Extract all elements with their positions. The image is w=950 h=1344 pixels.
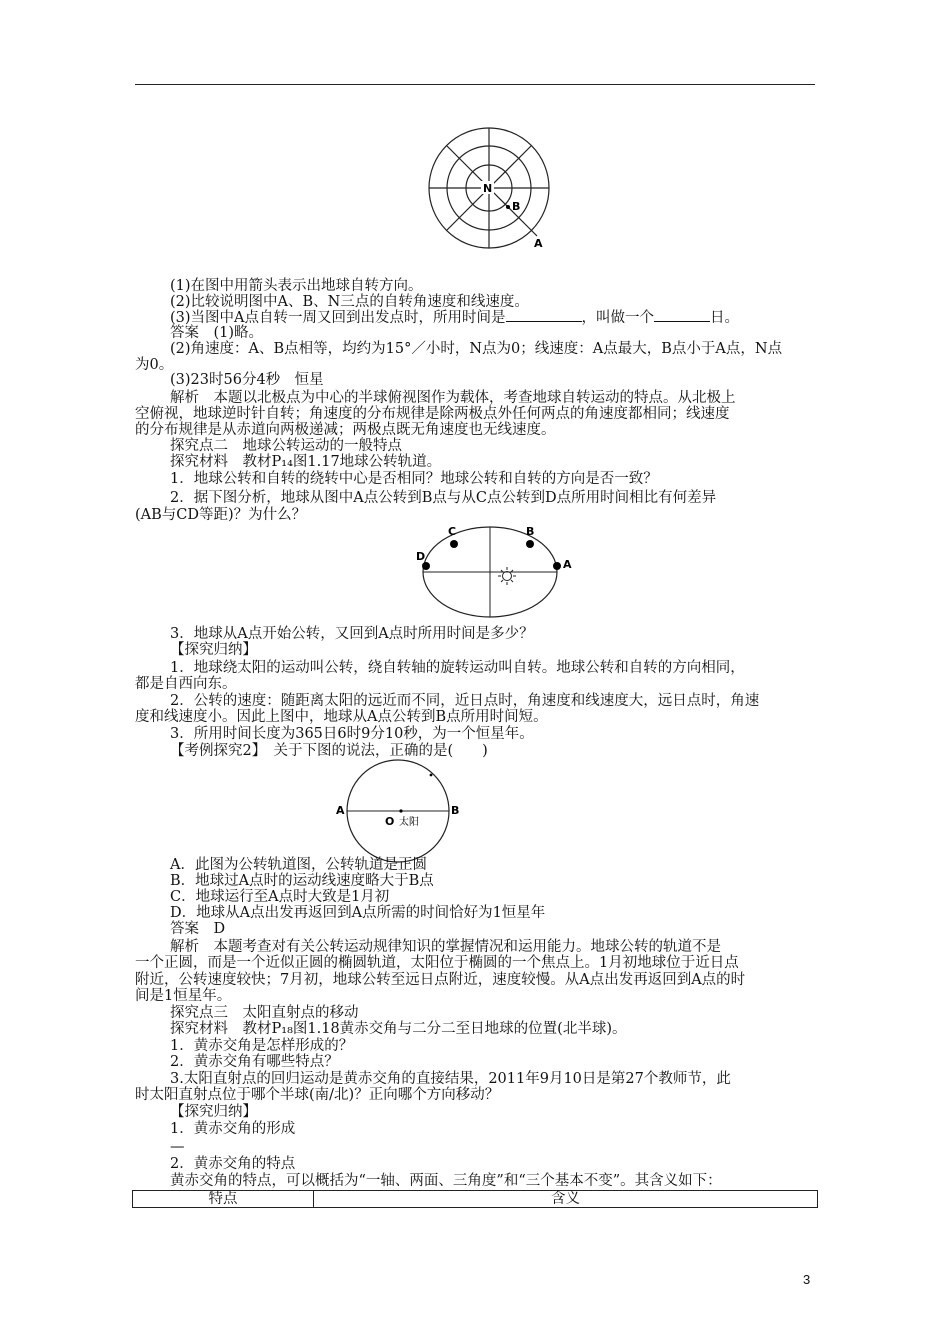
label-o: O — [385, 815, 395, 828]
section-2-title: 探究点二 地球公转运动的一般特点 — [170, 438, 402, 454]
answer-1: 答案 (1)略。 — [170, 325, 264, 341]
summary-2b: 度和线速度小。因此上图中，地球从A点公转到B点所用时间短。 — [135, 709, 548, 725]
question-3: (3)当图中A点自转一周又回到出发点时，所用时间是 ，叫做一个 日。 — [170, 310, 740, 326]
label-b: B — [512, 200, 521, 213]
problem-2b: (AB与CD等距)？为什么？ — [135, 507, 307, 523]
label-a: A — [534, 237, 543, 250]
point-c — [450, 540, 458, 548]
summary-1a: 1．地球绕太阳的运动叫公转，绕自转轴的旋转运动叫自转。地球公转和自转的方向相同， — [170, 660, 745, 676]
heading-obliquity-formation: 1．黄赤交角的形成 — [170, 1121, 296, 1137]
analysis-2a: 解析 本题考查对有关公转运动规律知识的掌握情况和运用能力。地球公转的轨道不是 — [170, 939, 721, 955]
analysis-1c: 的分布规律是从赤道向两极递减；两极点既无角速度也无线速度。 — [135, 422, 556, 438]
label-sun: 太阳 — [399, 817, 419, 828]
answer-blank-1 — [506, 309, 582, 322]
point-d — [422, 562, 430, 570]
reflect-1: 1．黄赤交角是怎样形成的？ — [170, 1038, 354, 1054]
label-n: N — [483, 182, 493, 195]
summary-heading: 【探究归纳】 — [170, 642, 257, 658]
reflect-3a: 3.太阳直射点的回归运动是黄赤交角的直接结果，2011年9月10日是第27个教师节，此 — [170, 1071, 731, 1087]
example-heading: 【考例探究2】 关于下图的说法，正确的是( ) — [170, 743, 488, 759]
header-rule — [135, 84, 815, 85]
problem-2a: 2．据下图分析，地球从图中A点公转到B点与从C点公转到D点所用时间相比有何差异 — [170, 490, 717, 506]
label-b: B — [451, 804, 460, 817]
answer: 答案 D — [170, 921, 226, 937]
summary-3: 3．所用时间长度为365日6时9分10秒，为一个恒星年。 — [170, 726, 534, 742]
option-c: C．地球运行至A点时大致是1月初 — [170, 889, 390, 905]
table-header-features: 特点 — [133, 1191, 314, 1208]
answer-2b: 为0。 — [135, 357, 174, 373]
point-b — [506, 205, 510, 209]
dash-line: — — [170, 1139, 185, 1155]
label-b: B — [526, 525, 535, 538]
reflect-2: 2．黄赤交角有哪些特点？ — [170, 1054, 339, 1070]
point-a — [553, 562, 561, 570]
earth-point — [430, 774, 433, 777]
table-header-meaning: 含义 — [314, 1191, 818, 1208]
material-3: 探究材料 教材P₁₈图1.18黄赤交角与二分二至日地球的位置(北半球)。 — [170, 1021, 627, 1037]
label-d: D — [416, 550, 426, 563]
answer-2a: (2)角速度：A、B点相等，均约为15°／小时，N点为0；线速度：A点最大，B点小于A点，N点 — [170, 341, 783, 357]
features-intro: 黄赤交角的特点，可以概括为“一轴、两面、三角度”和“三个基本不变”。其含义如下： — [170, 1173, 722, 1189]
features-table — [132, 1190, 818, 1208]
material-2: 探究材料 教材P₁₄图1.17地球公转轨道。 — [170, 454, 442, 470]
point-b — [526, 540, 534, 548]
analysis-1b: 空俯视，地球逆时针自转；角速度的分布规律是除两极点外任何两点的角速度都相同；线速度 — [135, 406, 730, 422]
heading-obliquity-features: 2．黄赤交角的特点 — [170, 1156, 296, 1172]
reflect-3b: 时太阳直射点位于哪个半球(南/北)？正向哪个方向移动？ — [135, 1087, 500, 1103]
question-2: (2)比较说明图中A、B、N三点的自转角速度和线速度。 — [170, 294, 529, 310]
summary-heading-2: 【探究归纳】 — [170, 1104, 257, 1120]
section-3-title: 探究点三 太阳直射点的移动 — [170, 1005, 359, 1021]
answer-3: (3)23时56分4秒 恒星 — [170, 372, 324, 388]
analysis-2b: 一个正圆，而是一个近似正圆的椭圆轨道，太阳位于椭圆的一个焦点上。1月初地球位于近日点 — [135, 955, 739, 971]
summary-2a: 2．公转的速度：随距离太阳的远近而不同，近日点时，角速度和线速度大，远日点时，角速 — [170, 693, 760, 709]
orbit-figure — [410, 522, 580, 632]
circle-orbit-figure — [334, 755, 464, 865]
sun-point — [399, 809, 402, 812]
problem-1: 1．地球公转和自转的绕转中心是否相同？地球公转和自转的方向是否一致？ — [170, 471, 658, 487]
summary-1b: 都是自西向东。 — [135, 676, 237, 692]
analysis-1a: 解析 本题以北极点为中心的半球俯视图作为载体，考查地球自转运动的特点。从北极上 — [170, 390, 736, 406]
option-d: D．地球从A点出发再返回到A点所需的时间恰好为1恒星年 — [170, 905, 546, 921]
analysis-2d: 间是1恒星年。 — [135, 988, 232, 1004]
option-b: B．地球过A点时的运动线速度略大于B点 — [170, 873, 434, 889]
page-number: 3 — [803, 1272, 811, 1287]
label-c: C — [448, 525, 457, 538]
analysis-2c: 附近，公转速度较快；7月初，地球公转至远日点附近，速度较慢。从A点出发再返回到A点的时 — [135, 972, 746, 988]
option-a: A．此图为公转轨道图，公转轨道是正圆 — [170, 857, 427, 873]
polar-view-figure — [420, 122, 560, 252]
label-a: A — [563, 558, 572, 571]
answer-blank-2 — [654, 309, 710, 322]
label-a: A — [336, 804, 345, 817]
question-1: (1)在图中用箭头表示出地球自转方向。 — [170, 278, 423, 294]
sun-icon — [498, 567, 516, 585]
problem-3: 3．地球从A点开始公转，又回到A点时所用时间是多少？ — [170, 626, 534, 642]
